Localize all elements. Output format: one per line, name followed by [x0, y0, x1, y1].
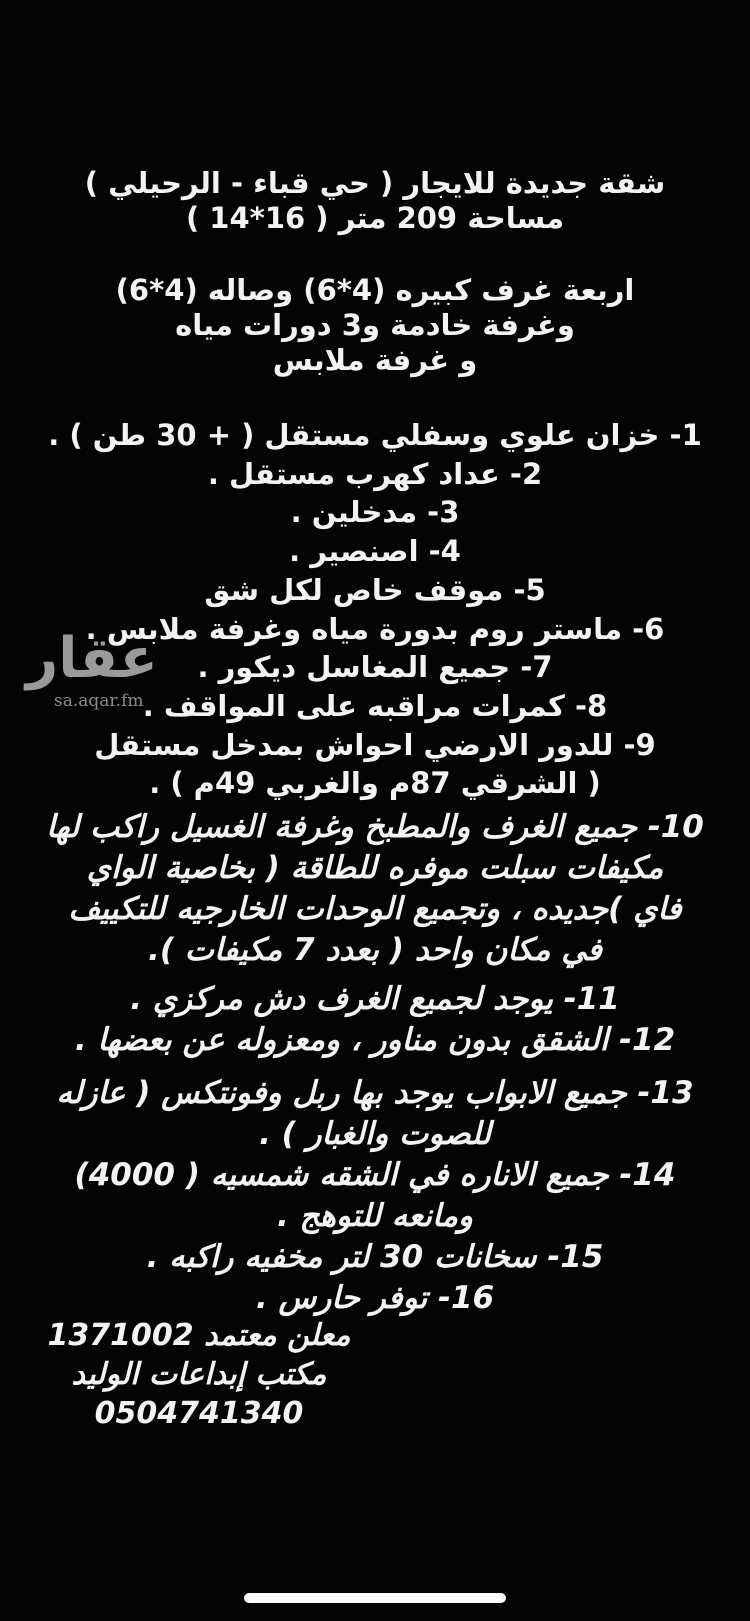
ad-advertiser-block — [0, 1316, 398, 1433]
ad-line: 5- موقف خاص لكل شق — [204, 572, 546, 607]
ad-line: 9- للدور الارضي احواش بمدخل مستقل — [94, 727, 656, 762]
ad-line: معلن معتمد 1371002 — [47, 1318, 351, 1353]
aqar-logo: عقار — [26, 626, 158, 691]
ad-line: 0504741340 — [94, 1396, 304, 1431]
ad-line: مكتب إبداعات الوليد — [71, 1357, 327, 1392]
ad-line: وغرفة خادمة و3 دورات مياه — [175, 308, 575, 342]
ad-line: ( الشرقي 87م والغربي 49م ) . — [149, 766, 601, 801]
ad-line: مكيفات سبلت موفره للطاقة ( بخاصية الواي — [86, 850, 664, 886]
ad-line: 16- توفر حارس . — [255, 1280, 495, 1316]
ad-line: 8- كمرات مراقبه على المواقف . — [142, 688, 608, 723]
ad-line: ومانعه للتوهج . — [276, 1198, 474, 1234]
aqar-site-url: sa.aqar.fm — [54, 691, 144, 711]
ad-line: 12- الشقق بدون مناور ، ومعزوله عن بعضها . — [74, 1022, 676, 1058]
aqar-watermark — [26, 628, 158, 711]
home-indicator-bar[interactable] — [244, 1593, 506, 1603]
ad-summary-block — [0, 273, 750, 378]
ad-line: 15- سخانات 30 لتر مخفيه راكبه . — [146, 1239, 604, 1275]
ad-line: 11- يوجد لجميع الغرف دش مركزي . — [130, 981, 620, 1017]
ad-line: و غرفة ملابس — [272, 343, 478, 377]
ad-line: 3- مدخلين . — [290, 495, 460, 530]
ad-line: 10- جميع الغرف والمطبخ وغرفة الغسيل راكب لها — [46, 809, 704, 845]
ad-line: في مكان واحد ( بعدد 7 مكيفات ). — [148, 932, 602, 968]
ad-title-block — [0, 166, 750, 236]
ad-line: شقة جديدة للايجار ( حي قباء - الرحيلي ) — [84, 166, 666, 200]
ad-features-items-10-16 — [0, 807, 750, 1319]
ad-line: 6- ماستر روم بدورة مياه وغرفة ملابس . — [85, 611, 665, 646]
ad-line: للصوت والغبار ) . — [259, 1116, 491, 1152]
ad-line: 4- اصنصير . — [289, 534, 461, 569]
ad-line: 14- جميع الاناره في الشقه شمسيه ( 4000) — [74, 1157, 676, 1193]
ad-line: اربعة غرف كبيره (4*6) وصاله (4*6) — [115, 273, 635, 307]
ad-features-items-1-9 — [0, 416, 750, 803]
ad-line: 1- خزان علوي وسفلي مستقل ( + 30 طن ) . — [48, 418, 702, 452]
ad-line: فاي )جديده ، وتجميع الوحدات الخارجيه للتكييف — [68, 891, 682, 927]
ad-line: 2- عداد كهرب مستقل . — [207, 456, 543, 491]
ad-line: مساحة 209 متر ( 16*14 ) — [185, 201, 565, 235]
ad-line: 13- جميع الابواب يوجد بها ربل وفونتكس ( عازله — [56, 1075, 694, 1111]
ad-line: 7- جميع المغاسل ديكور . — [197, 650, 553, 685]
